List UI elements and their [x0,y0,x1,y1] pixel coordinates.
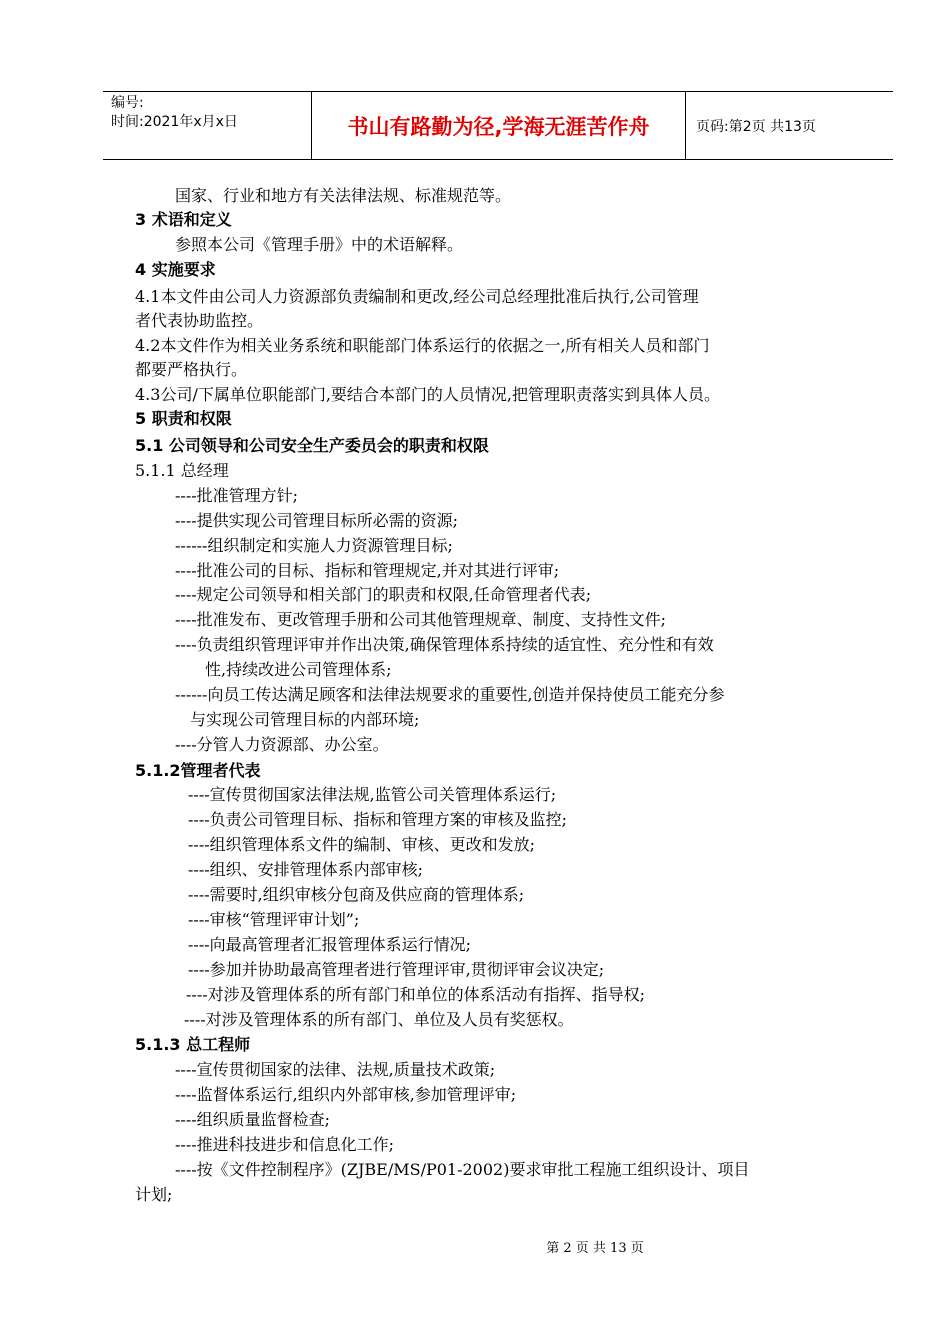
body-line: 国家、行业和地方有关法律法规、标准规范等。 [175,186,512,205]
section-heading: 3 术语和定义 [135,210,232,229]
list-item: ----监督体系运行,组织内外部审核,参加管理评审; [175,1085,517,1104]
header-meta-cell [103,92,312,159]
list-item: ----规定公司领导和相关部门的职责和权限,任命管理者代表; [175,585,592,604]
list-item: ----组织、安排管理体系内部审核; [188,860,424,879]
footer-page-number: 第 2 页 共 13 页 [546,1241,644,1256]
list-item: ----负责公司管理目标、指标和管理方案的审核及监控; [188,810,568,829]
list-item-continued: 计划; [135,1185,173,1204]
subsection-heading: 5.1.1 总经理 [135,461,229,480]
section-heading: 5 职责和权限 [135,409,232,428]
list-item: ----向最高管理者汇报管理体系运行情况; [188,935,472,954]
subsection-heading: 5.1 公司领导和公司安全生产委员会的职责和权限 [135,436,489,455]
document-number-label: 编号: [111,95,144,111]
list-item: ----宣传贯彻国家的法律、法规,质量技术政策; [175,1060,496,1079]
body-line: 4.1本文件由公司人力资源部负责编制和更改,经公司总经理批准后执行,公司管理 [135,287,699,306]
header-table [103,91,893,160]
body-line: 4.3公司/下属单位职能部门,要结合本部门的人员情况,把管理职责落实到具体人员。 [135,385,721,404]
body-line: 都要严格执行。 [135,360,248,379]
body-line: 4.2本文件作为相关业务系统和职能部门体系运行的依据之一,所有相关人员和部门 [135,336,710,355]
header-motto: 书山有路勤为径,学海无涯苦作舟 [312,92,686,159]
list-item: ------组织制定和实施人力资源管理目标; [175,536,453,555]
list-item: ----提供实现公司管理目标所必需的资源; [175,511,459,530]
list-item: ----批准公司的目标、指标和管理规定,并对其进行评审; [175,561,560,580]
body-line: 者代表协助监控。 [135,311,264,330]
list-item: ----参加并协助最高管理者进行管理评审,贯彻评审会议决定; [188,960,605,979]
list-item: ----分管人力资源部、办公室。 [175,735,389,754]
section-heading: 4 实施要求 [135,260,216,279]
body-line: 参照本公司《管理手册》中的术语解释。 [175,235,464,254]
list-item: ------向员工传达满足顾客和法律法规要求的重要性,创造并保持使员工能充分参 [175,685,725,704]
subsection-heading: 5.1.3 总工程师 [135,1035,251,1054]
list-item: ----对涉及管理体系的所有部门、单位及人员有奖惩权。 [184,1010,574,1029]
header-page-number: 页码:第2页 共13页 [696,118,816,135]
list-item-continued: 与实现公司管理目标的内部环境; [190,710,420,729]
list-item: ----审核“管理评审计划”; [188,910,360,929]
document-time-label: 时间:2021年x月x日 [111,114,238,130]
page-footer [0,1237,950,1256]
list-item: ----推进科技进步和信息化工作; [175,1135,395,1154]
list-item: ----需要时,组织审核分包商及供应商的管理体系; [188,885,525,904]
list-item-continued: 性,持续改进公司管理体系; [205,660,392,679]
list-item: ----组织管理体系文件的编制、审核、更改和发放; [188,835,536,854]
subsection-heading: 5.1.2管理者代表 [135,761,261,780]
list-item: ----组织质量监督检查; [175,1110,331,1129]
list-item: ----负责组织管理评审并作出决策,确保管理体系持续的适宜性、充分性和有效 [175,635,714,654]
list-item: ----批准管理方针; [175,486,299,505]
list-item: ----对涉及管理体系的所有部门和单位的体系活动有指挥、指导权; [186,985,646,1004]
list-item: ----按《文件控制程序》(ZJBE/MS/P01-2002)要求审批工程施工组织设计、项目 [175,1160,750,1179]
list-item: ----批准发布、更改管理手册和公司其他管理规章、制度、支持性文件; [175,610,667,629]
list-item: ----宣传贯彻国家法律法规,监管公司关管理体系运行; [188,785,557,804]
